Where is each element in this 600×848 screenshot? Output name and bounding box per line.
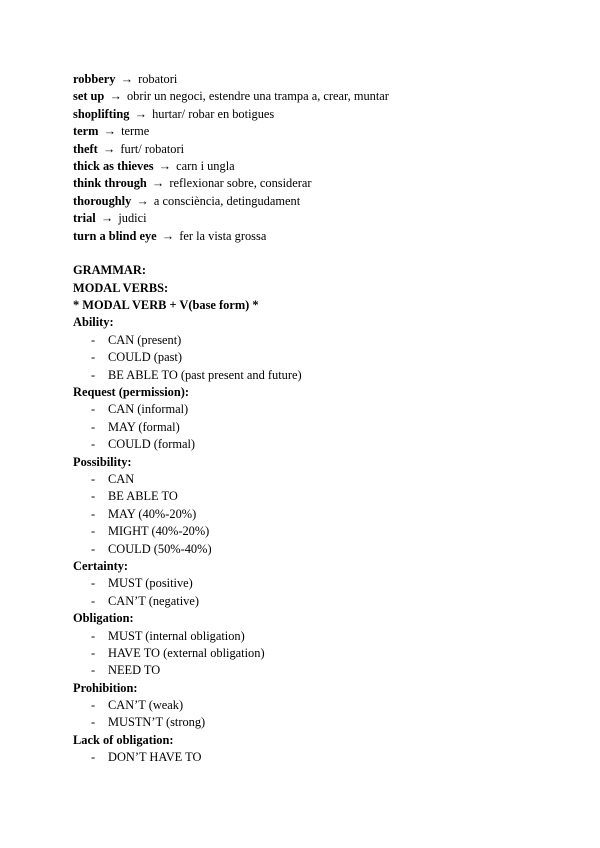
bullet-dash: -	[91, 437, 96, 452]
list-item	[73, 436, 573, 453]
vocab-entry	[73, 175, 573, 192]
bullet-dash: -	[91, 663, 96, 678]
vocab-translation: terme	[121, 124, 150, 139]
vocab-entry	[73, 123, 573, 140]
grammar-sections	[73, 314, 573, 766]
section-heading: Request (permission):	[73, 385, 189, 400]
arrow-icon: →	[100, 211, 114, 226]
bullet-dash: -	[91, 645, 96, 660]
section-heading: Prohibition:	[73, 680, 138, 695]
list-item	[73, 523, 573, 540]
list-item-text: CAN’T (weak)	[108, 698, 184, 713]
vocab-translation: fer la vista grossa	[179, 228, 267, 243]
bullet-dash: -	[91, 471, 96, 486]
arrow-icon: →	[134, 106, 147, 121]
list-item	[73, 575, 573, 592]
list-item-text: NEED TO	[108, 663, 161, 678]
vocab-term: set up	[73, 89, 105, 104]
vocab-translation: judici	[118, 211, 147, 226]
bullet-dash: -	[91, 402, 96, 417]
list-item-text: COULD (formal)	[108, 437, 196, 452]
arrow-icon: →	[158, 158, 172, 173]
section-heading: Obligation:	[73, 611, 134, 626]
list-item	[73, 749, 573, 766]
list-item-text: MUSTN’T (strong)	[108, 715, 206, 730]
list-item-text: HAVE TO (external obligation)	[108, 645, 265, 660]
bullet-dash: -	[91, 576, 96, 591]
vocab-translation: robatori	[138, 72, 178, 86]
list-item-text: BE ABLE TO	[108, 489, 178, 504]
vocab-entry	[73, 106, 573, 123]
list-item-text: CAN (informal)	[108, 402, 189, 417]
bullet-dash: -	[91, 541, 96, 556]
arrow-icon: →	[109, 89, 122, 104]
list-item	[73, 697, 573, 714]
bullet-dash: -	[91, 506, 96, 521]
vocab-entry	[73, 158, 573, 175]
section-heading: Possibility:	[73, 454, 132, 469]
bullet-dash: -	[91, 489, 96, 504]
modal-verbs-subtitle: MODAL VERBS:	[73, 280, 169, 295]
vocab-entry	[73, 228, 573, 245]
bullet-dash: -	[91, 628, 96, 643]
bullet-dash: -	[91, 524, 96, 539]
section-heading: Certainty:	[73, 558, 129, 573]
vocab-term: term	[73, 124, 99, 139]
list-item	[73, 645, 573, 662]
vocab-translation: carn i ungla	[176, 158, 235, 173]
bullet-dash: -	[91, 698, 96, 713]
list-item	[73, 662, 573, 679]
arrow-icon: →	[151, 176, 165, 191]
list-item	[73, 593, 573, 610]
list-item	[73, 541, 573, 558]
bullet-dash: -	[91, 350, 96, 365]
vocab-term: turn a blind eye	[73, 228, 157, 243]
list-item	[73, 367, 573, 384]
arrow-icon: →	[102, 141, 116, 156]
list-item-text: COULD (50%-40%)	[108, 541, 212, 556]
arrow-icon: →	[103, 124, 116, 139]
list-item-text: MAY (40%-20%)	[108, 506, 197, 521]
list-item	[73, 714, 573, 731]
arrow-icon: →	[120, 72, 133, 86]
arrow-icon: →	[136, 193, 149, 208]
list-item-text: COULD (past)	[108, 350, 182, 365]
spacer	[73, 245, 573, 262]
vocab-term: thoroughly	[73, 193, 132, 208]
vocab-translation: obrir un negoci, estendre una trampa a, crear, muntar	[126, 89, 389, 104]
list-item	[73, 332, 573, 349]
modal-verb-formula: * MODAL VERB + V(base form) *	[73, 298, 259, 313]
vocab-translation: a consciència, detingudament	[153, 193, 301, 208]
list-item-text: DON’T HAVE TO	[108, 750, 202, 765]
bullet-dash: -	[91, 419, 96, 434]
list-item	[73, 628, 573, 645]
vocab-entry	[73, 71, 573, 88]
bullet-dash: -	[91, 715, 96, 730]
section-heading: Ability:	[73, 315, 114, 330]
list-item	[73, 506, 573, 523]
vocab-translation: furt/ robatori	[120, 141, 185, 156]
list-item	[73, 471, 573, 488]
list-item	[73, 349, 573, 366]
vocab-term: robbery	[73, 72, 116, 86]
list-item	[73, 419, 573, 436]
vocab-entry	[73, 88, 573, 105]
list-item-text: CAN	[108, 471, 135, 486]
vocab-term: trial	[73, 211, 96, 226]
vocab-entry	[73, 210, 573, 227]
vocab-term: theft	[73, 141, 98, 156]
list-item-text: CAN (present)	[108, 332, 182, 347]
arrow-icon: →	[161, 228, 175, 243]
list-item	[73, 488, 573, 505]
vocab-term: thick as thieves	[73, 158, 154, 173]
list-item-text: BE ABLE TO (past present and future)	[108, 367, 302, 382]
bullet-dash: -	[91, 332, 96, 347]
list-item-text: CAN’T (negative)	[108, 593, 199, 608]
list-item-text: MUST (positive)	[108, 576, 193, 591]
vocab-translation: reflexionar sobre, considerar	[169, 176, 312, 191]
list-item-text: MIGHT (40%-20%)	[108, 524, 210, 539]
bullet-dash: -	[91, 593, 96, 608]
vocab-entry	[73, 193, 573, 210]
list-item-text: MUST (internal obligation)	[108, 628, 245, 643]
list-item	[73, 401, 573, 418]
bullet-dash: -	[91, 367, 96, 382]
vocab-translation: hurtar/ robar en botigues	[152, 106, 275, 121]
vocabulary-list	[73, 71, 573, 245]
document-page	[73, 71, 573, 767]
vocab-term: think through	[73, 176, 147, 191]
bullet-dash: -	[91, 750, 96, 765]
list-item-text: MAY (formal)	[108, 419, 180, 434]
vocab-entry	[73, 141, 573, 158]
grammar-title: GRAMMAR:	[73, 263, 146, 278]
vocab-term: shoplifting	[73, 106, 130, 121]
section-heading: Lack of obligation:	[73, 732, 174, 747]
